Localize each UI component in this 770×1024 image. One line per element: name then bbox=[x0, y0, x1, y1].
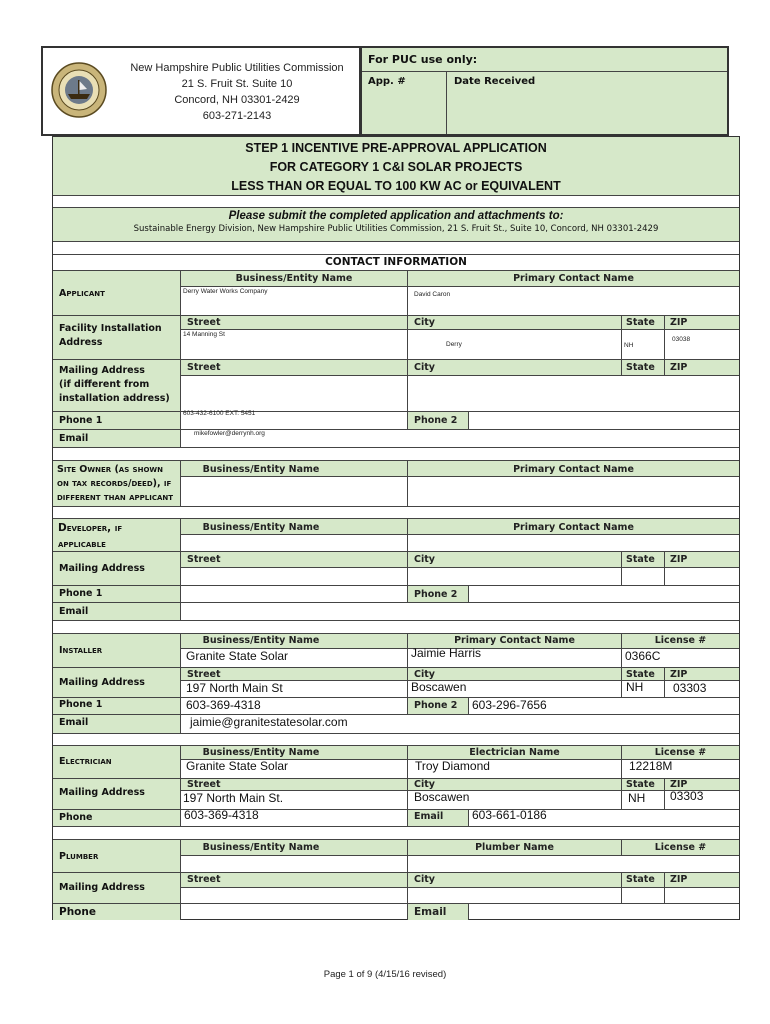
installer-phone2-label: Phone 2 bbox=[414, 700, 458, 711]
applicant-contact-value[interactable]: David Caron bbox=[414, 291, 451, 298]
applicant-business-value[interactable]: Derry Water Works Company bbox=[183, 288, 268, 295]
installer-email-value[interactable]: jaimie@granitestatesolar.com bbox=[190, 715, 348, 729]
form-title bbox=[53, 137, 739, 195]
email-label: Email bbox=[59, 433, 89, 444]
electrician-city-value[interactable]: Boscawen bbox=[414, 790, 470, 804]
installer-license-header: License # bbox=[654, 635, 707, 646]
applicant-email-value[interactable]: mikefowler@derrynh.org bbox=[194, 430, 265, 437]
agency-address-2: Concord, NH 03301-2429 bbox=[174, 94, 300, 106]
title-line-1: STEP 1 INCENTIVE PRE-APPROVAL APPLICATION bbox=[245, 141, 547, 155]
installer-mailing-label: Mailing Address bbox=[59, 677, 145, 688]
mailing-city-header: City bbox=[414, 362, 435, 373]
developer-mailing-label: Mailing Address bbox=[59, 563, 145, 574]
installer-street-header: Street bbox=[187, 669, 221, 680]
site-owner-contact-header: Primary Contact Name bbox=[513, 464, 634, 475]
site-owner-business-header: Business/Entity Name bbox=[202, 464, 320, 475]
installer-contact-value[interactable]: Jaimie Harris bbox=[411, 646, 482, 660]
date-received-label: Date Received bbox=[454, 76, 536, 87]
installer-zip-value[interactable]: 03303 bbox=[673, 681, 707, 695]
developer-contact-header: Primary Contact Name bbox=[513, 522, 634, 533]
site-owner-label: Site Owner (as shown on tax records/deed), if different than applicant bbox=[57, 464, 174, 503]
developer-phone1-label: Phone 1 bbox=[59, 588, 103, 599]
nh-seal-logo bbox=[51, 62, 107, 118]
puc-use-label: For PUC use only: bbox=[368, 53, 478, 66]
agency-box bbox=[41, 46, 361, 136]
facility-zip-header: ZIP bbox=[670, 317, 688, 328]
agency-address-1: 21 S. Fruit St. Suite 10 bbox=[181, 78, 293, 90]
app-number-label: App. # bbox=[368, 76, 406, 87]
electrician-street-value[interactable]: 197 North Main St. bbox=[183, 791, 284, 805]
developer-state-header: State bbox=[626, 554, 655, 565]
installer-state-header: State bbox=[626, 669, 655, 680]
facility-address-label: Facility Installation Address bbox=[59, 323, 162, 348]
developer-label: Developer, if applicable bbox=[58, 522, 123, 550]
puc-use-box bbox=[360, 46, 729, 136]
electrician-phone-label: Phone bbox=[59, 812, 93, 823]
installer-phone2-value[interactable]: 603-296-7656 bbox=[472, 698, 547, 712]
electrician-email-value[interactable]: 603-661-0186 bbox=[472, 808, 547, 822]
installer-state-value[interactable]: NH bbox=[626, 680, 644, 694]
facility-state-header: State bbox=[626, 317, 655, 328]
plumber-street-header: Street bbox=[187, 874, 221, 885]
agency-name: New Hampshire Public Utilities Commission bbox=[130, 62, 344, 74]
electrician-street-header: Street bbox=[187, 779, 221, 790]
electrician-mailing-label: Mailing Address bbox=[59, 787, 145, 798]
plumber-phone-label: Phone bbox=[59, 906, 96, 918]
facility-street-value[interactable]: 14 Manning St bbox=[183, 331, 225, 338]
plumber-mailing-label: Mailing Address bbox=[59, 882, 145, 893]
applicant-phone2-label: Phone 2 bbox=[414, 415, 458, 426]
submit-address: Sustainable Energy Division, New Hampshire Public Utilities Commission, 21 S. Fruit St., Suite 10, Concord, NH 03301-2429 bbox=[133, 224, 659, 234]
mailing-state-header: State bbox=[626, 362, 655, 373]
developer-city-header: City bbox=[414, 554, 435, 565]
facility-street-header: Street bbox=[187, 317, 221, 328]
page-footer: Page 1 of 9 (4/15/16 revised) bbox=[323, 969, 447, 980]
plumber-email-label: Email bbox=[414, 906, 447, 918]
plumber-state-header: State bbox=[626, 874, 655, 885]
facility-city-value[interactable]: Derry bbox=[446, 341, 462, 348]
facility-zip-value[interactable]: 03038 bbox=[672, 336, 691, 343]
submit-section bbox=[53, 208, 739, 241]
electrician-name-header: Electrician Name bbox=[469, 747, 560, 758]
installer-business-value[interactable]: Granite State Solar bbox=[186, 649, 289, 663]
plumber-zip-header: ZIP bbox=[670, 874, 688, 885]
electrician-city-header: City bbox=[414, 779, 435, 790]
developer-street-header: Street bbox=[187, 554, 221, 565]
electrician-email-label: Email bbox=[414, 811, 444, 822]
applicant-phone1-value[interactable]: 603-432-6100 EXT: 5451 bbox=[183, 410, 256, 417]
mailing-street-header: Street bbox=[187, 362, 221, 373]
applicant-contact-header: Primary Contact Name bbox=[513, 273, 634, 284]
installer-email-label: Email bbox=[59, 717, 89, 728]
developer-email-label: Email bbox=[59, 606, 89, 617]
mailing-address-label: Mailing Address (if different from installation address) bbox=[59, 365, 170, 404]
electrician-state-value[interactable]: NH bbox=[628, 791, 646, 805]
electrician-phone-value[interactable]: 603-369-4318 bbox=[184, 808, 259, 822]
developer-zip-header: ZIP bbox=[670, 554, 688, 565]
plumber-business-header: Business/Entity Name bbox=[202, 842, 320, 853]
installer-phone1-value[interactable]: 603-369-4318 bbox=[186, 698, 261, 712]
developer-phone2-label: Phone 2 bbox=[414, 589, 458, 600]
submit-heading: Please submit the completed application and attachments to: bbox=[228, 210, 564, 222]
facility-state-value[interactable]: NH bbox=[624, 342, 634, 349]
installer-label: Installer bbox=[59, 645, 103, 656]
agency-phone: 603-271-2143 bbox=[202, 110, 272, 122]
electrician-zip-value[interactable]: 03303 bbox=[670, 789, 704, 803]
applicant-label: Applicant bbox=[59, 288, 105, 299]
electrician-state-header: State bbox=[626, 779, 655, 790]
plumber-city-header: City bbox=[414, 874, 435, 885]
title-line-2: FOR CATEGORY 1 C&I SOLAR PROJECTS bbox=[269, 160, 523, 174]
installer-license-value[interactable]: 0366C bbox=[625, 649, 661, 663]
mailing-zip-header: ZIP bbox=[670, 362, 688, 373]
plumber-name-header: Plumber Name bbox=[475, 842, 554, 853]
electrician-business-header: Business/Entity Name bbox=[202, 747, 320, 758]
contact-heading: CONTACT INFORMATION bbox=[325, 256, 467, 268]
title-line-3: LESS THAN OR EQUAL TO 100 KW AC or EQUIVALENT bbox=[231, 179, 561, 193]
installer-city-value[interactable]: Boscawen bbox=[411, 680, 467, 694]
installer-street-value[interactable]: 197 North Main St bbox=[186, 681, 283, 695]
installer-zip-header: ZIP bbox=[670, 669, 688, 680]
plumber-label: Plumber bbox=[59, 851, 99, 862]
facility-city-header: City bbox=[414, 317, 435, 328]
electrician-name-value[interactable]: Troy Diamond bbox=[415, 759, 490, 773]
installer-contact-header: Primary Contact Name bbox=[454, 635, 575, 646]
plumber-license-header: License # bbox=[654, 842, 707, 853]
installer-business-header: Business/Entity Name bbox=[202, 635, 320, 646]
installer-phone1-label: Phone 1 bbox=[59, 699, 103, 710]
electrician-license-header: License # bbox=[654, 747, 707, 758]
phone1-label: Phone 1 bbox=[59, 415, 103, 426]
installer-city-header: City bbox=[414, 669, 435, 680]
applicant-business-header: Business/Entity Name bbox=[235, 273, 353, 284]
electrician-business-value[interactable]: Granite State Solar bbox=[186, 759, 289, 773]
electrician-license-value[interactable]: 12218M bbox=[629, 759, 673, 773]
developer-business-header: Business/Entity Name bbox=[202, 522, 320, 533]
electrician-zip-header: ZIP bbox=[670, 779, 688, 790]
electrician-label: Electrician bbox=[59, 756, 112, 767]
